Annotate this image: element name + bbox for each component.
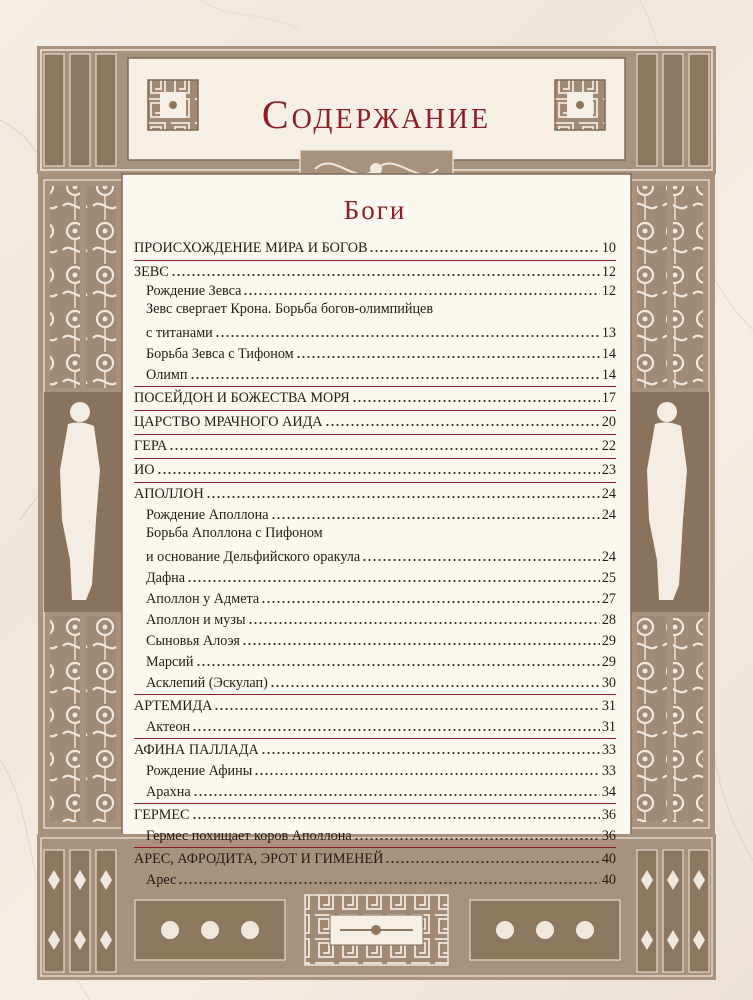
toc-entry-page: 36 xyxy=(601,807,616,823)
dot-leader xyxy=(369,240,599,253)
toc-subentry[interactable] xyxy=(134,868,616,889)
dot-leader xyxy=(169,438,600,451)
toc-entry-page: 23 xyxy=(601,462,616,478)
dot-leader xyxy=(192,807,600,820)
toc-entry-page: 40 xyxy=(601,872,616,888)
toc-entry-title: с титанами xyxy=(146,325,213,341)
toc-subentry[interactable] xyxy=(134,629,616,650)
toc-entry-page: 33 xyxy=(601,742,616,758)
toc-entry-title: ЗЕВС xyxy=(134,264,169,280)
toc-subentry[interactable] xyxy=(134,300,616,321)
toc-entry[interactable] xyxy=(134,694,616,715)
toc-subentry[interactable] xyxy=(134,759,616,780)
dot-leader xyxy=(215,325,600,338)
toc-entry-title: ИО xyxy=(134,462,155,478)
toc-subentry[interactable] xyxy=(134,279,616,300)
toc-entry-page: 30 xyxy=(601,675,616,691)
toc-entry-title: Сыновья Алоэя xyxy=(146,633,240,649)
toc-subentry[interactable] xyxy=(134,566,616,587)
dot-leader xyxy=(206,486,600,499)
toc-entry-title: АРЕС, АФРОДИТА, ЭРОТ И ГИМЕНЕЙ xyxy=(134,851,384,867)
toc-subentry[interactable] xyxy=(134,363,616,384)
toc-entry-title: АФИНА ПАЛЛАДА xyxy=(134,742,259,758)
toc-subentry[interactable] xyxy=(134,824,616,845)
dot-leader xyxy=(261,591,600,604)
dot-leader xyxy=(261,742,600,755)
toc-entry-page: 25 xyxy=(601,570,616,586)
toc-entry[interactable] xyxy=(134,803,616,824)
toc-entry-page: 24 xyxy=(601,549,616,565)
dot-leader xyxy=(193,784,600,797)
dot-leader xyxy=(192,719,600,732)
toc-entry-page: 13 xyxy=(601,325,616,341)
dot-leader xyxy=(243,283,599,296)
toc-subentry[interactable] xyxy=(134,342,616,363)
toc-entry-page: 22 xyxy=(601,438,616,454)
section-title: Боги xyxy=(343,195,407,225)
toc-entry-title: Гермес похищает коров Аполлона xyxy=(146,828,352,844)
toc-subentry[interactable] xyxy=(134,780,616,801)
toc-entry-page: 14 xyxy=(601,346,616,362)
toc-entry-page: 40 xyxy=(601,851,616,867)
toc-entry-page: 12 xyxy=(601,283,616,299)
toc-entry-page: 29 xyxy=(601,633,616,649)
toc-entry-title: Борьба Зевса с Тифоном xyxy=(146,346,294,362)
dot-leader xyxy=(385,851,600,864)
toc-entry-page: 17 xyxy=(601,390,616,406)
toc-entry-title: и основание Дельфийского оракула xyxy=(146,549,361,565)
toc-entry[interactable] xyxy=(134,482,616,503)
toc-entry-page: 27 xyxy=(601,591,616,607)
toc-subentry[interactable] xyxy=(134,587,616,608)
toc-entry[interactable] xyxy=(134,434,616,455)
toc-entry-page: 24 xyxy=(601,486,616,502)
toc-entry[interactable] xyxy=(134,847,616,868)
toc-entry-title: Рождение Афины xyxy=(146,763,253,779)
toc-entry-page: 29 xyxy=(601,654,616,670)
toc-entry-title: Арахна xyxy=(146,784,191,800)
toc-entry-title: ГЕРМЕС xyxy=(134,807,190,823)
dot-leader xyxy=(325,414,600,427)
toc-entry-page: 14 xyxy=(601,367,616,383)
toc-subentry[interactable] xyxy=(134,524,616,545)
toc-entry[interactable] xyxy=(134,458,616,479)
toc-entry-page: 31 xyxy=(601,698,616,714)
dot-leader xyxy=(187,570,600,583)
toc-subentry[interactable] xyxy=(134,503,616,524)
dot-leader xyxy=(296,346,600,359)
toc-entry-title: Арес xyxy=(146,872,177,888)
toc-entry-title: АРТЕМИДА xyxy=(134,698,213,714)
toc-entry-page: 33 xyxy=(601,763,616,779)
dot-leader xyxy=(190,367,600,380)
toc-entry-page: 36 xyxy=(601,828,616,844)
toc-entry-title: ПОСЕЙДОН И БОЖЕСТВА МОРЯ xyxy=(134,390,350,406)
toc-entry-page: 24 xyxy=(601,507,616,523)
toc-entry-title: Аполлон у Адмета xyxy=(146,591,260,607)
toc-entry[interactable] xyxy=(134,410,616,431)
toc-entry-page: 10 xyxy=(601,240,616,256)
toc-entry-page: 20 xyxy=(601,414,616,430)
dot-leader xyxy=(354,828,600,841)
dot-leader xyxy=(362,549,600,562)
toc-subentry[interactable] xyxy=(134,715,616,736)
toc-entry-title: Рождение Аполлона xyxy=(146,507,269,523)
toc-entry-title: Марсий xyxy=(146,654,194,670)
toc-entry[interactable] xyxy=(134,260,616,281)
toc-entry-title: Дафна xyxy=(146,570,186,586)
toc-subentry[interactable] xyxy=(134,650,616,671)
dot-leader xyxy=(196,654,600,667)
toc-entry-page: 12 xyxy=(601,264,616,280)
dot-leader xyxy=(242,633,600,646)
toc-entry-title: Олимп xyxy=(146,367,188,383)
toc-entry-title: Асклепий (Эскулап) xyxy=(146,675,268,691)
toc-entry[interactable] xyxy=(134,236,616,257)
dot-leader xyxy=(157,462,600,475)
toc-entry[interactable] xyxy=(134,386,616,407)
toc-entry-title: Аполлон и музы xyxy=(146,612,246,628)
dot-leader xyxy=(248,612,600,625)
toc-entry-title: Рождение Зевса xyxy=(146,283,242,299)
dot-leader xyxy=(271,507,600,520)
toc-entry-title: АПОЛЛОН xyxy=(134,486,204,502)
toc-entry-title: ГЕРА xyxy=(134,438,168,454)
toc-entry-page: 34 xyxy=(601,784,616,800)
toc-entry-title: Актеон xyxy=(146,719,191,735)
dot-leader xyxy=(171,264,600,277)
toc-subentry[interactable] xyxy=(134,671,616,692)
dot-leader xyxy=(270,675,600,688)
toc-subentry[interactable] xyxy=(134,321,616,342)
toc-entry[interactable] xyxy=(134,738,616,759)
toc-entry-page: 28 xyxy=(601,612,616,628)
toc-entry-title: Борьба Аполлона с Пифоном xyxy=(146,525,323,541)
dot-leader xyxy=(352,390,600,403)
toc-entry-title: ЦАРСТВО МРАЧНОГО АИДА xyxy=(134,414,323,430)
dot-leader xyxy=(178,872,600,885)
toc-entry-title: ПРОИСХОЖДЕНИЕ МИРА И БОГОВ xyxy=(134,240,368,256)
toc-subentry[interactable] xyxy=(134,545,616,566)
dot-leader xyxy=(214,698,599,711)
page-title: Содержание xyxy=(261,92,492,137)
toc-subentry[interactable] xyxy=(134,608,616,629)
toc-entry-page: 31 xyxy=(601,719,616,735)
toc-entry-title: Зевс свергает Крона. Борьба богов-олимпийцев xyxy=(146,301,434,317)
dot-leader xyxy=(254,763,600,776)
